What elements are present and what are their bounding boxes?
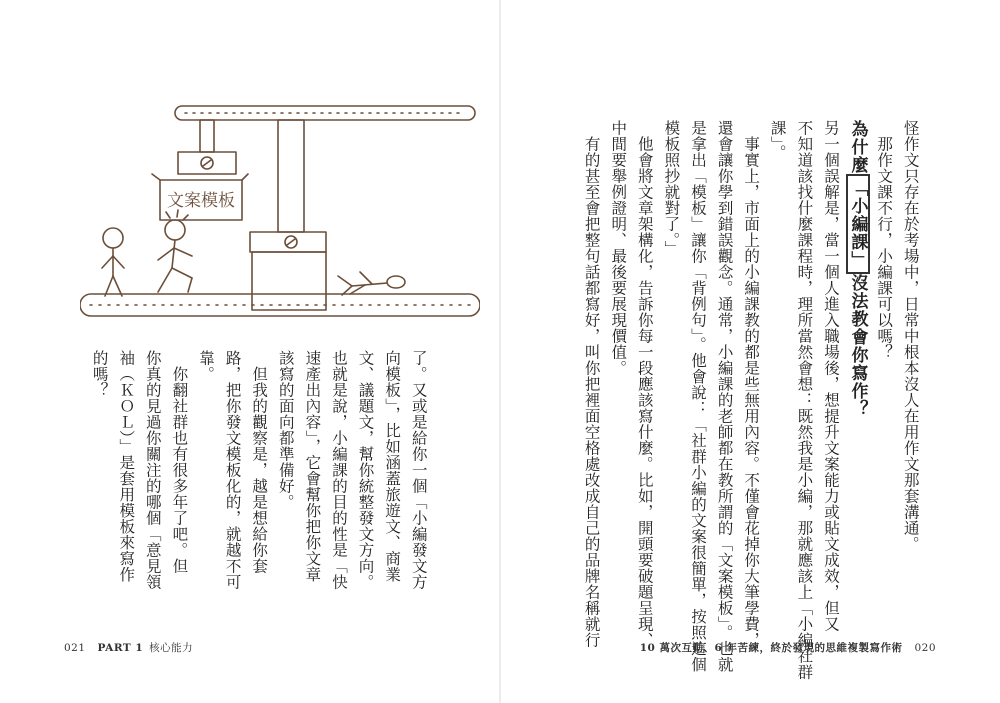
part-label: PART 1 [97, 642, 144, 654]
book-title: 10 萬次互動、6 年苦練，終於發現的思維複製寫作術 [639, 642, 903, 654]
paragraph: 你翻社群也有很多年了吧。但 [170, 350, 189, 574]
paragraph: 事實上，市面上的小編課教的都是些無用內容。不僅會花掉你大筆學費， [742, 120, 761, 648]
paragraph: 另一個誤解是，當一個人進入職場後，想提升文案能力或貼文成效，但又 [821, 120, 840, 632]
paragraph: 速產出內容」，它會幫你把你文章 [303, 350, 322, 583]
conveyor-illustration [80, 96, 480, 336]
heading-prefix: 為什麼 [847, 120, 868, 174]
paragraph: 了。又或是給你一個「小編發文方 [409, 350, 428, 590]
section-heading [844, 120, 871, 600]
paragraph: 還會讓你學到錯誤觀念。通常，小編課的老師都在教所謂的「文案模板」。也就 [715, 120, 734, 673]
paragraph: 他會將文章架構化，告訴你每一段應該寫什麼。比如，開頭要破題呈現、 [635, 120, 654, 648]
template-box-label: 文案模板 [167, 191, 235, 211]
illustration-drawing [80, 96, 480, 336]
page-number: 020 [914, 642, 936, 654]
paragraph: 向模板」，比如涵蓋旅遊文、商業 [383, 350, 402, 583]
paragraph: 有的甚至會把整句話都寫好，叫你把裡面空格處改成自己的品牌名稱就行 [582, 120, 601, 648]
paragraph: 模板照抄就對了。」 [662, 120, 681, 257]
paragraph: 的嗎？ [90, 350, 109, 398]
paragraph: 怪作文只存在於考場中，日常中根本沒人在用作文那套溝通。 [901, 120, 920, 552]
paragraph: 文、議題文，幫你統整發文方向。 [356, 350, 375, 590]
paragraph: 那作文課不行，小編課可以嗎？ [875, 120, 894, 360]
paragraph: 但我的觀察是，越是想給你套 [250, 350, 269, 574]
paragraph: 也就是說，小編課的目的性是「快 [329, 350, 348, 590]
section-label: 核心能力 [149, 642, 194, 654]
paragraph: 不知道該找什麼課程時，理所當然會想：既然我是小編，那就應該上「小編社群 [795, 120, 814, 680]
paragraph: 中間要舉例證明、最後要展現價值。 [609, 120, 628, 376]
paragraph: 該寫的面向都準備好。 [276, 350, 295, 510]
page-number: 021 [64, 642, 86, 654]
heading-suffix: 沒法教會你寫作？ [847, 274, 868, 418]
page-gutter [499, 0, 501, 703]
paragraph: 袖（ＫＯＬ）」是套用模板來寫作 [117, 350, 136, 583]
paragraph: 你真的見過你關注的哪個「意見領 [143, 350, 162, 590]
paragraph: 靠。 [196, 350, 215, 382]
paragraph: 是拿出「模板」讓你「背例句」。他會說：「社群小編的文案很簡單，按照這個 [688, 120, 707, 673]
left-page-body [86, 350, 432, 610]
paragraph: 路，把你發文模板化的，就越不可 [223, 350, 242, 590]
left-page-footer [64, 640, 193, 655]
paragraph: 課」。 [768, 120, 787, 161]
heading-boxed-word: 「小編課」 [846, 174, 870, 274]
right-page-footer [640, 640, 936, 655]
